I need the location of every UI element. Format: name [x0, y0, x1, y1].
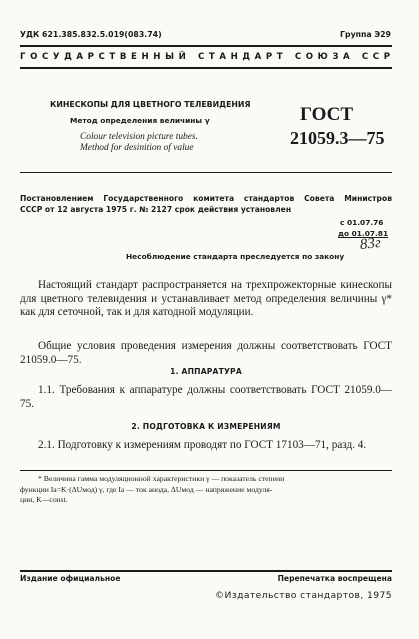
official-edition: Издание официальное: [20, 574, 121, 583]
title-english-2: Method for desinition of value: [80, 143, 194, 153]
section-2-paragraph: [20, 439, 392, 453]
udk-code: УДК 621.385.832.5.019(083.74): [20, 30, 162, 39]
section-2-heading: 2. ПОДГОТОВКА К ИЗМЕРЕНИЯМ: [131, 422, 281, 431]
handwritten-note: 83г: [359, 234, 382, 254]
section-2-text: 2.1. Подготовку к измерениям проводят по ГОСТ 17103—71, разд. 4.: [38, 439, 367, 451]
footer-rule: [20, 570, 392, 572]
decree-line-2: СССР от 12 августа 1975 г. № 2127 срок действия установлен: [20, 205, 292, 214]
document-title: КИНЕСКОПЫ ДЛЯ ЦВЕТНОГО ТЕЛЕВИДЕНИЯ: [50, 100, 251, 109]
footnote: [20, 474, 392, 506]
gost-number: 21059.3—75: [290, 128, 385, 148]
footnote-line-1: * Величина гамма модуляционной характеристики γ — показатель степени: [38, 474, 285, 483]
intro-text-2: Общие условия проведения измерения должны соответствовать ГОСТ 21059.0—75.: [20, 340, 392, 366]
document-subtitle: Метод определения величины γ: [70, 116, 210, 125]
section-1-heading: 1. АППАРАТУРА: [170, 367, 242, 376]
legal-warning: Несоблюдение стандарта преследуется по закону: [126, 252, 345, 261]
title-english-1: Colour television picture tubes.: [80, 132, 198, 142]
valid-to: до 01.07.81: [338, 229, 389, 238]
valid-from: с 01.07.76: [340, 218, 384, 227]
gost-label: ГОСТ: [300, 104, 354, 125]
decree-line-1: Постановлением Государственного комитета стандартов Совета Министров: [20, 194, 392, 203]
header-rule-top: [20, 45, 392, 47]
title-rule: [20, 172, 392, 173]
intro-paragraph-1: [20, 279, 392, 320]
publisher-copyright: ©Издательство стандартов, 1975: [214, 590, 392, 601]
header-rule-bottom: [20, 67, 392, 69]
footnote-line-3: ции, K—const.: [20, 495, 68, 504]
section-1-paragraph: [20, 384, 392, 411]
reprint-notice: Перепечатка воспрещена: [277, 574, 392, 583]
intro-paragraph-2: [20, 340, 392, 367]
standard-banner: ГОСУДАРСТВЕННЫЙ СТАНДАРТ СОЮЗА ССР: [20, 52, 395, 62]
section-1-text: 1.1. Требования к аппаратуре должны соответствовать ГОСТ 21059.0—75.: [20, 384, 392, 410]
footnote-rule: [20, 470, 392, 471]
intro-text-1: Настоящий стандарт распространяется на трехпрожекторные кинескопы для цветного телевидения и устанавливает метод определения величины γ* как для сеточной, так и для катодной модуляции.: [20, 279, 392, 319]
footnote-line-2: функции Iа=K·(ΔUмод) γ, где Iа — ток анода, ΔUмод — напряжение модуля-: [20, 484, 273, 494]
group-code: Группа Э29: [340, 30, 391, 39]
